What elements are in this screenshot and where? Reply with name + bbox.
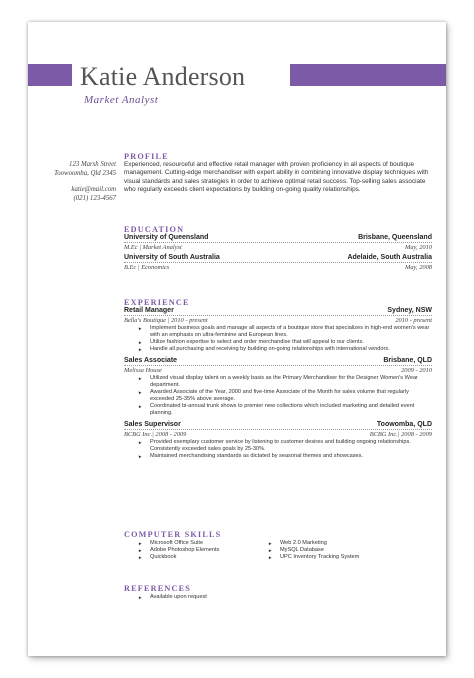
skill-item: ► MySQL Database [280,547,430,554]
job-position: Sales Supervisor [124,421,181,428]
job-location: Brisbane, QLD [383,357,432,364]
job-entry [124,307,432,353]
experience-title: EXPERIENCE [124,298,190,307]
references-section [124,584,432,601]
job-location: Sydney, NSW [387,307,432,314]
education-item [124,234,432,251]
education-degree: M.Ec | Market Analyst [124,244,182,251]
job-dates: 2010 - present [395,317,432,324]
resume-name: Katie Anderson [80,62,246,91]
job-bullet: ► Implement business goals and manage all aspects of a boutique store that specializes in high-end women's wear with an emphasis on ultra-feminine and European lines. [150,325,432,339]
job-bullet: ► Handle all purchasing and receiving by building on-going relationships with international vendors. [150,346,432,353]
skill-item: ► Web 2.0 Marketing [280,540,430,547]
job-company: BCBG Inc.| 2008 - 2009 [124,431,187,438]
contact-email: katie@mail.com [71,186,116,193]
job-location: Toowomba, QLD [376,421,432,428]
job-bullet: ► Coordinated bi-annual trunk shows to premier new collections which included marketing and detailed event planning. [150,403,432,417]
education-item [124,254,432,271]
job-company: Melissa House [124,367,162,374]
job-company: Bella's Boutique | 2010 - present [124,317,208,324]
contact-city: Toowoomba, Qld 2345 [54,170,116,177]
profile-title: PROFILE [124,152,169,161]
education-date: May, 2008 [405,264,432,271]
job-bullet: ► Utilized visual display talent on a weekly basis as the Primary Merchandiser for the Designer Women's Wear department. [150,375,432,389]
education-location: Adelaide, South Australia [347,254,432,261]
header-accent-bar-right [290,64,446,86]
skills-columns [124,539,432,561]
job-position: Sales Associate [124,357,178,364]
skill-item: ► Microsoft Office Suite [150,540,268,547]
job-entry [124,421,432,460]
education-school: University of South Australia [124,254,220,261]
skill-item: ► Quickbook [150,554,268,561]
references-title: REFERENCES [124,584,192,593]
profile-text: Experienced, resourceful and effective retail manager with proven proficiency in all aspects of boutique management. Cutting-edge merchandiser with expert ability in combining innovative display techniques with visual standards and sales strategies in order to achieve optimal retail success. Top-selling sales associate who regularly exceeds client expectations by building on-going quality relationships. [124,161,429,194]
references-list [124,594,432,601]
education-location: Brisbane, Queensland [358,234,432,241]
resume-page [28,22,446,656]
skill-item: ► Adobe Photoshop Elements [150,547,268,554]
job-bullet: ► Maintained merchandising standards as dictated by seasonal themes and showcases. [150,453,432,460]
job-position: Retail Manager [124,307,174,314]
job-dates: BCBG Inc.| 2008 - 2009 [369,431,432,438]
education-school: University of Queensland [124,234,209,241]
skills-section [124,530,432,561]
contact-phone: (021) 123-4567 [73,195,116,202]
skills-column-2 [268,540,430,561]
skills-column-1 [150,540,268,561]
reference-item: ► Available upon request [150,594,432,601]
job-bullets [124,325,432,353]
profile-section [124,152,432,195]
skills-title: COMPUTER SKILLS [124,530,222,539]
header-accent-bar-left [28,64,72,86]
resume-role: Market Analyst [84,94,159,106]
job-bullets [124,375,432,417]
education-date: May, 2010 [405,244,432,251]
education-degree: B.Ec | Economics [124,264,170,271]
contact-street: 123 Marsh Street [69,161,116,168]
job-bullet: ► Utilize fashion expertise to select and order merchandise that will appeal to our clients. [150,339,432,346]
contact-block [28,160,116,203]
job-dates: 2009 - 2010 [401,367,432,374]
education-title: EDUCATION [124,225,185,234]
job-entry [124,357,432,417]
job-bullets [124,439,432,460]
experience-section [124,298,432,460]
job-bullet: ► Awarded Associate of the Year, 2000 and five-time Associate of the Month for sales volume that regularly exceeded 25-35% above average. [150,389,432,403]
education-section [124,225,432,271]
job-bullet: ► Provided exemplary customer service by listening to customer desires and building ongoing relationships. Consistently exceeded sales goals by 25-30%. [150,439,432,453]
skill-item: ► UPC Inventory Tracking System [280,554,430,561]
